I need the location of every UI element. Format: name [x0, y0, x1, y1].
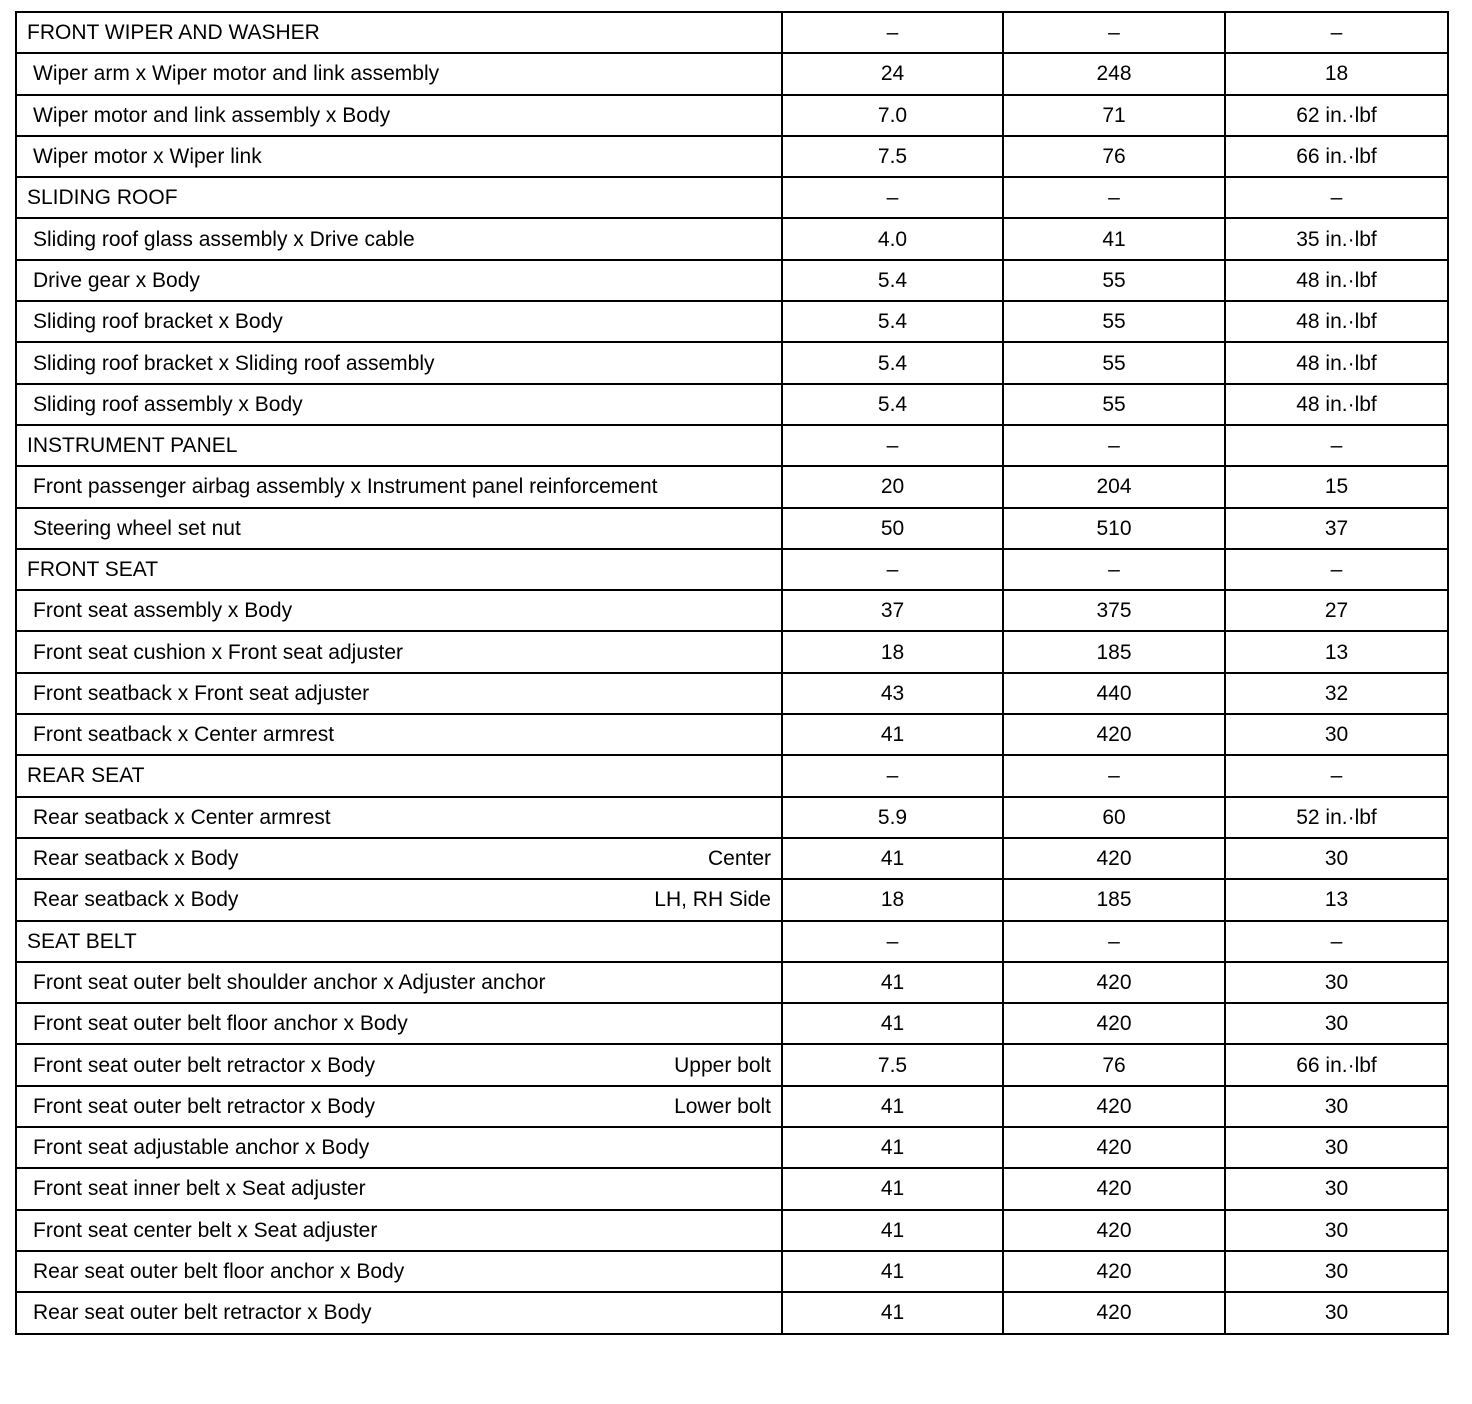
torque-ftlbf-cell: 15 — [1225, 466, 1448, 507]
torque-nm-cell: 41 — [782, 714, 1003, 755]
torque-kgfcm-cell: 60 — [1003, 797, 1225, 838]
table-row — [16, 1127, 1448, 1168]
description-cell — [16, 1168, 782, 1209]
torque-nm-cell: – — [782, 549, 1003, 590]
part-description: Rear seatback x Center armrest — [33, 805, 331, 829]
torque-nm-cell: 41 — [782, 1168, 1003, 1209]
torque-ftlbf-cell: 30 — [1225, 1251, 1448, 1292]
torque-nm-cell: 50 — [782, 508, 1003, 549]
torque-kgfcm-cell: 375 — [1003, 590, 1225, 631]
torque-nm-cell: 43 — [782, 673, 1003, 714]
table-row — [16, 53, 1448, 94]
description-cell — [16, 838, 782, 879]
torque-ftlbf-cell: – — [1225, 549, 1448, 590]
part-description: Wiper motor and link assembly x Body — [33, 103, 391, 127]
part-description: Front seat inner belt x Seat adjuster — [33, 1177, 366, 1201]
section-header-row — [16, 921, 1448, 962]
description-cell — [16, 1003, 782, 1044]
part-description: Rear seatback x Body — [33, 847, 239, 871]
table-row — [16, 301, 1448, 342]
condition-note: Lower bolt — [674, 1094, 771, 1118]
torque-kgfcm-cell: 420 — [1003, 838, 1225, 879]
part-description: Front seat assembly x Body — [33, 599, 293, 623]
torque-nm-cell: 5.4 — [782, 342, 1003, 383]
table-row — [16, 1044, 1448, 1085]
torque-nm-cell: 41 — [782, 1251, 1003, 1292]
section-title: REAR SEAT — [27, 764, 145, 788]
torque-ftlbf-cell: 30 — [1225, 1003, 1448, 1044]
torque-ftlbf-cell: 48 in.·lbf — [1225, 260, 1448, 301]
table-row — [16, 962, 1448, 1003]
table-row — [16, 342, 1448, 383]
torque-nm-cell: 24 — [782, 53, 1003, 94]
description-cell — [16, 631, 782, 672]
torque-ftlbf-cell: 48 in.·lbf — [1225, 384, 1448, 425]
table-row — [16, 508, 1448, 549]
table-row — [16, 466, 1448, 507]
torque-nm-cell: 18 — [782, 631, 1003, 672]
part-description: Rear seatback x Body — [33, 888, 239, 912]
torque-ftlbf-cell: 13 — [1225, 631, 1448, 672]
torque-kgfcm-cell: 420 — [1003, 1127, 1225, 1168]
table-row — [16, 384, 1448, 425]
description-cell — [16, 755, 782, 796]
part-description: Wiper motor x Wiper link — [33, 145, 262, 169]
description-cell — [16, 1044, 782, 1085]
torque-kgfcm-cell: 204 — [1003, 466, 1225, 507]
torque-nm-cell: 18 — [782, 879, 1003, 920]
description-cell — [16, 136, 782, 177]
table-row — [16, 1292, 1448, 1333]
torque-ftlbf-cell: 27 — [1225, 590, 1448, 631]
description-cell — [16, 95, 782, 136]
torque-nm-cell: 41 — [782, 1210, 1003, 1251]
torque-kgfcm-cell: – — [1003, 755, 1225, 796]
torque-ftlbf-cell: 30 — [1225, 1210, 1448, 1251]
table-row — [16, 673, 1448, 714]
torque-ftlbf-cell: 35 in.·lbf — [1225, 218, 1448, 259]
table-row — [16, 218, 1448, 259]
torque-ftlbf-cell: 30 — [1225, 962, 1448, 1003]
table-row — [16, 1251, 1448, 1292]
torque-nm-cell: 41 — [782, 1127, 1003, 1168]
part-description: Sliding roof assembly x Body — [33, 392, 303, 416]
table-row — [16, 714, 1448, 755]
torque-ftlbf-cell: 30 — [1225, 1168, 1448, 1209]
section-title: FRONT WIPER AND WASHER — [27, 21, 320, 45]
torque-kgfcm-cell: 55 — [1003, 342, 1225, 383]
part-description: Sliding roof glass assembly x Drive cable — [33, 227, 415, 251]
torque-ftlbf-cell: 30 — [1225, 1127, 1448, 1168]
condition-note: LH, RH Side — [654, 888, 771, 912]
torque-ftlbf-cell: 37 — [1225, 508, 1448, 549]
torque-nm-cell: 5.4 — [782, 384, 1003, 425]
torque-kgfcm-cell: 185 — [1003, 631, 1225, 672]
torque-nm-cell: 4.0 — [782, 218, 1003, 259]
part-description: Front passenger airbag assembly x Instrument panel reinforcement — [33, 475, 658, 499]
torque-kgfcm-cell: – — [1003, 425, 1225, 466]
part-description: Front seat outer belt floor anchor x Body — [33, 1012, 408, 1036]
description-cell — [16, 1210, 782, 1251]
section-header-row — [16, 177, 1448, 218]
torque-nm-cell: – — [782, 755, 1003, 796]
torque-nm-cell: 41 — [782, 1003, 1003, 1044]
part-description: Wiper arm x Wiper motor and link assembly — [33, 62, 440, 86]
table-row — [16, 260, 1448, 301]
part-description: Sliding roof bracket x Sliding roof assembly — [33, 351, 435, 375]
torque-nm-cell: 41 — [782, 1086, 1003, 1127]
part-description: Front seat cushion x Front seat adjuster — [33, 640, 404, 664]
section-title: SEAT BELT — [27, 929, 137, 953]
torque-nm-cell: – — [782, 12, 1003, 53]
table-row — [16, 797, 1448, 838]
table-row — [16, 879, 1448, 920]
description-cell — [16, 342, 782, 383]
torque-nm-cell: 41 — [782, 1292, 1003, 1333]
table-row — [16, 590, 1448, 631]
torque-ftlbf-cell: 52 in.·lbf — [1225, 797, 1448, 838]
torque-kgfcm-cell: 55 — [1003, 384, 1225, 425]
description-cell — [16, 1127, 782, 1168]
torque-nm-cell: 7.0 — [782, 95, 1003, 136]
torque-ftlbf-cell: 30 — [1225, 1292, 1448, 1333]
section-header-row — [16, 12, 1448, 53]
section-title: INSTRUMENT PANEL — [27, 434, 238, 458]
torque-kgfcm-cell: – — [1003, 921, 1225, 962]
description-cell — [16, 1251, 782, 1292]
description-cell — [16, 1086, 782, 1127]
description-cell — [16, 797, 782, 838]
part-description: Rear seat outer belt retractor x Body — [33, 1301, 372, 1325]
torque-kgfcm-cell: 420 — [1003, 1003, 1225, 1044]
description-cell — [16, 260, 782, 301]
torque-ftlbf-cell: 62 in.·lbf — [1225, 95, 1448, 136]
description-cell — [16, 466, 782, 507]
description-cell — [16, 508, 782, 549]
part-description: Rear seat outer belt floor anchor x Body — [33, 1260, 405, 1284]
torque-spec-table — [15, 11, 1449, 1335]
table-row — [16, 838, 1448, 879]
table-row — [16, 631, 1448, 672]
table-row — [16, 1003, 1448, 1044]
description-cell — [16, 673, 782, 714]
torque-nm-cell: – — [782, 425, 1003, 466]
torque-ftlbf-cell: – — [1225, 921, 1448, 962]
torque-nm-cell: 37 — [782, 590, 1003, 631]
torque-kgfcm-cell: – — [1003, 177, 1225, 218]
torque-ftlbf-cell: 66 in.·lbf — [1225, 136, 1448, 177]
torque-kgfcm-cell: 420 — [1003, 962, 1225, 1003]
torque-kgfcm-cell: 510 — [1003, 508, 1225, 549]
description-cell — [16, 218, 782, 259]
condition-note: Upper bolt — [674, 1053, 771, 1077]
torque-nm-cell: 41 — [782, 838, 1003, 879]
part-description: Drive gear x Body — [33, 268, 200, 292]
torque-nm-cell: – — [782, 177, 1003, 218]
torque-spec-table-body — [16, 12, 1448, 1334]
description-cell — [16, 301, 782, 342]
torque-ftlbf-cell: 13 — [1225, 879, 1448, 920]
torque-kgfcm-cell: 71 — [1003, 95, 1225, 136]
torque-nm-cell: 7.5 — [782, 136, 1003, 177]
description-cell — [16, 962, 782, 1003]
torque-kgfcm-cell: 76 — [1003, 136, 1225, 177]
torque-nm-cell: 20 — [782, 466, 1003, 507]
section-header-row — [16, 755, 1448, 796]
torque-kgfcm-cell: 420 — [1003, 1086, 1225, 1127]
torque-kgfcm-cell: 248 — [1003, 53, 1225, 94]
description-cell — [16, 549, 782, 590]
description-cell — [16, 53, 782, 94]
part-description: Sliding roof bracket x Body — [33, 310, 283, 334]
torque-ftlbf-cell: – — [1225, 755, 1448, 796]
torque-nm-cell: 5.4 — [782, 301, 1003, 342]
table-row — [16, 1168, 1448, 1209]
torque-ftlbf-cell: 18 — [1225, 53, 1448, 94]
torque-ftlbf-cell: 48 in.·lbf — [1225, 342, 1448, 383]
part-description: Front seatback x Center armrest — [33, 723, 335, 747]
table-row — [16, 95, 1448, 136]
section-header-row — [16, 425, 1448, 466]
torque-ftlbf-cell: – — [1225, 12, 1448, 53]
table-row — [16, 136, 1448, 177]
torque-kgfcm-cell: 420 — [1003, 1292, 1225, 1333]
torque-ftlbf-cell: 30 — [1225, 714, 1448, 755]
description-cell — [16, 921, 782, 962]
section-header-row — [16, 549, 1448, 590]
part-description: Front seat outer belt retractor x Body — [33, 1094, 375, 1118]
description-cell — [16, 879, 782, 920]
description-cell — [16, 384, 782, 425]
torque-kgfcm-cell: 55 — [1003, 260, 1225, 301]
table-row — [16, 1210, 1448, 1251]
torque-ftlbf-cell: 32 — [1225, 673, 1448, 714]
torque-ftlbf-cell: 30 — [1225, 1086, 1448, 1127]
torque-ftlbf-cell: – — [1225, 425, 1448, 466]
description-cell — [16, 714, 782, 755]
torque-kgfcm-cell: 76 — [1003, 1044, 1225, 1085]
description-cell — [16, 590, 782, 631]
part-description: Front seat center belt x Seat adjuster — [33, 1218, 378, 1242]
torque-kgfcm-cell: 420 — [1003, 1210, 1225, 1251]
part-description: Front seatback x Front seat adjuster — [33, 681, 370, 705]
part-description: Front seat outer belt shoulder anchor x Adjuster anchor — [33, 970, 546, 994]
torque-nm-cell: 7.5 — [782, 1044, 1003, 1085]
torque-kgfcm-cell: – — [1003, 12, 1225, 53]
torque-nm-cell: 41 — [782, 962, 1003, 1003]
torque-kgfcm-cell: 55 — [1003, 301, 1225, 342]
section-title: FRONT SEAT — [27, 558, 159, 581]
part-description: Front seat outer belt retractor x Body — [33, 1053, 375, 1077]
torque-ftlbf-cell: 48 in.·lbf — [1225, 301, 1448, 342]
section-title: SLIDING ROOF — [27, 186, 178, 210]
part-description: Front seat adjustable anchor x Body — [33, 1136, 370, 1160]
description-cell — [16, 177, 782, 218]
description-cell — [16, 1292, 782, 1333]
condition-note: Center — [707, 847, 771, 871]
torque-ftlbf-cell: – — [1225, 177, 1448, 218]
description-cell — [16, 12, 782, 53]
torque-nm-cell: 5.9 — [782, 797, 1003, 838]
torque-nm-cell: – — [782, 921, 1003, 962]
table-row — [16, 1086, 1448, 1127]
torque-kgfcm-cell: – — [1003, 549, 1225, 590]
torque-ftlbf-cell: 30 — [1225, 838, 1448, 879]
torque-nm-cell: 5.4 — [782, 260, 1003, 301]
torque-kgfcm-cell: 185 — [1003, 879, 1225, 920]
torque-kgfcm-cell: 41 — [1003, 218, 1225, 259]
torque-kgfcm-cell: 420 — [1003, 1168, 1225, 1209]
torque-kgfcm-cell: 440 — [1003, 673, 1225, 714]
torque-ftlbf-cell: 66 in.·lbf — [1225, 1044, 1448, 1085]
description-cell — [16, 425, 782, 466]
torque-kgfcm-cell: 420 — [1003, 1251, 1225, 1292]
torque-kgfcm-cell: 420 — [1003, 714, 1225, 755]
part-description: Steering wheel set nut — [33, 516, 241, 540]
